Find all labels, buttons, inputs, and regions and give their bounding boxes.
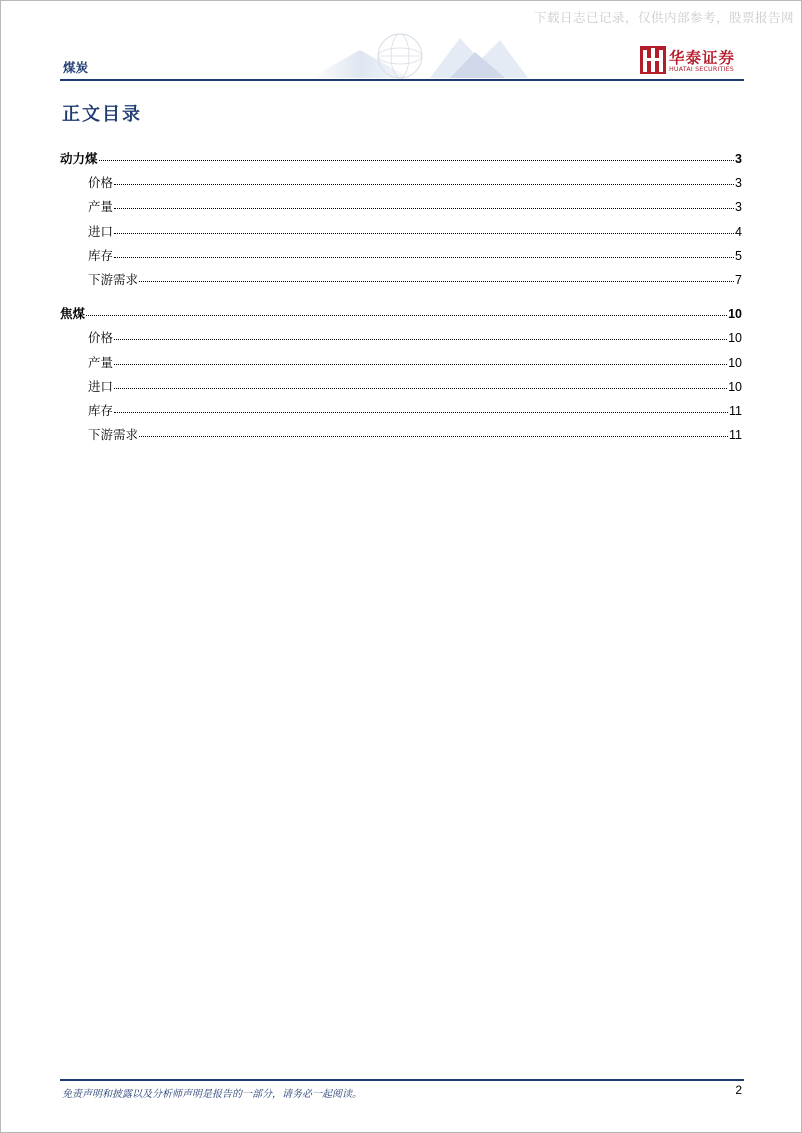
toc-entry-label: 动力煤 bbox=[60, 151, 98, 166]
page-number: 2 bbox=[735, 1083, 742, 1097]
toc-entry-section[interactable] bbox=[60, 149, 742, 165]
toc-entry-page: 4 bbox=[735, 224, 742, 239]
brand-name-en: HUATAI SECURITIES bbox=[669, 66, 734, 73]
toc-leader-dots bbox=[86, 305, 727, 316]
toc-entry-section[interactable] bbox=[60, 304, 742, 320]
toc-entry-label: 库存 bbox=[88, 403, 114, 418]
toc-entry-subsection[interactable] bbox=[88, 270, 742, 286]
toc-leader-dots bbox=[114, 402, 728, 413]
toc-entry-page: 7 bbox=[735, 273, 742, 287]
toc-entry-label: 下游需求 bbox=[88, 427, 139, 443]
toc-entry-label: 进口 bbox=[88, 378, 114, 394]
toc-leader-dots bbox=[114, 198, 734, 209]
footer-divider bbox=[60, 1079, 744, 1081]
toc-entry-label: 价格 bbox=[88, 330, 114, 346]
toc-title: 正文目录 bbox=[62, 104, 142, 125]
toc-entry-subsection[interactable] bbox=[88, 222, 742, 238]
toc-entry-label: 下游需求 bbox=[88, 272, 139, 287]
toc-entry-label: 焦煤 bbox=[60, 306, 86, 322]
header-divider bbox=[60, 79, 744, 81]
toc-entry-subsection[interactable] bbox=[88, 246, 742, 262]
toc-entry-subsection[interactable] bbox=[88, 173, 742, 189]
toc-entry-page: 11 bbox=[729, 428, 742, 443]
brand-logo bbox=[640, 46, 750, 76]
toc-entry-page: 3 bbox=[735, 152, 742, 166]
toc-leader-dots bbox=[139, 271, 734, 282]
toc-entry-subsection[interactable] bbox=[88, 353, 742, 369]
toc-leader-dots bbox=[114, 354, 727, 365]
toc-entry-subsection[interactable] bbox=[88, 401, 742, 417]
toc-entry-page: 5 bbox=[735, 248, 742, 263]
toc-entry-label: 产量 bbox=[88, 354, 114, 370]
toc-leader-dots bbox=[114, 378, 727, 389]
toc-entry-label: 价格 bbox=[88, 175, 114, 191]
toc-leader-dots bbox=[114, 247, 734, 258]
toc-leader-dots bbox=[114, 174, 734, 185]
toc-entry-subsection[interactable] bbox=[88, 377, 742, 393]
footer-disclaimer: 免责声明和披露以及分析师声明是报告的一部分，请务必一起阅读。 bbox=[62, 1089, 362, 1100]
toc-entry-subsection[interactable] bbox=[88, 425, 742, 441]
toc-entry-page: 3 bbox=[735, 200, 742, 215]
toc-entry-page: 11 bbox=[729, 404, 742, 418]
watermark: 下载日志已记录，仅供内部参考，股票报告网 bbox=[533, 10, 794, 25]
toc-entry-page: 3 bbox=[735, 176, 742, 191]
toc-leader-dots bbox=[139, 426, 728, 437]
globe-decoration-icon bbox=[300, 30, 530, 80]
toc-entry-label: 进口 bbox=[88, 223, 114, 239]
toc-entry-subsection[interactable] bbox=[88, 197, 742, 213]
brand-name-cn: 华泰证券 bbox=[669, 49, 736, 67]
toc-leader-dots bbox=[114, 223, 734, 234]
toc-entry-page: 10 bbox=[728, 307, 742, 322]
toc-entry-subsection[interactable] bbox=[88, 328, 742, 344]
toc-entry-page: 10 bbox=[728, 355, 742, 370]
huatai-logo-icon bbox=[640, 46, 666, 74]
toc-leader-dots bbox=[99, 150, 735, 161]
toc-leader-dots bbox=[114, 329, 727, 340]
toc-entry-page: 10 bbox=[728, 331, 742, 346]
header-section-label: 煤炭 bbox=[63, 60, 89, 75]
toc-entry-label: 库存 bbox=[88, 247, 114, 263]
toc-entry-label: 产量 bbox=[88, 199, 114, 215]
toc-entry-page: 10 bbox=[728, 379, 742, 394]
